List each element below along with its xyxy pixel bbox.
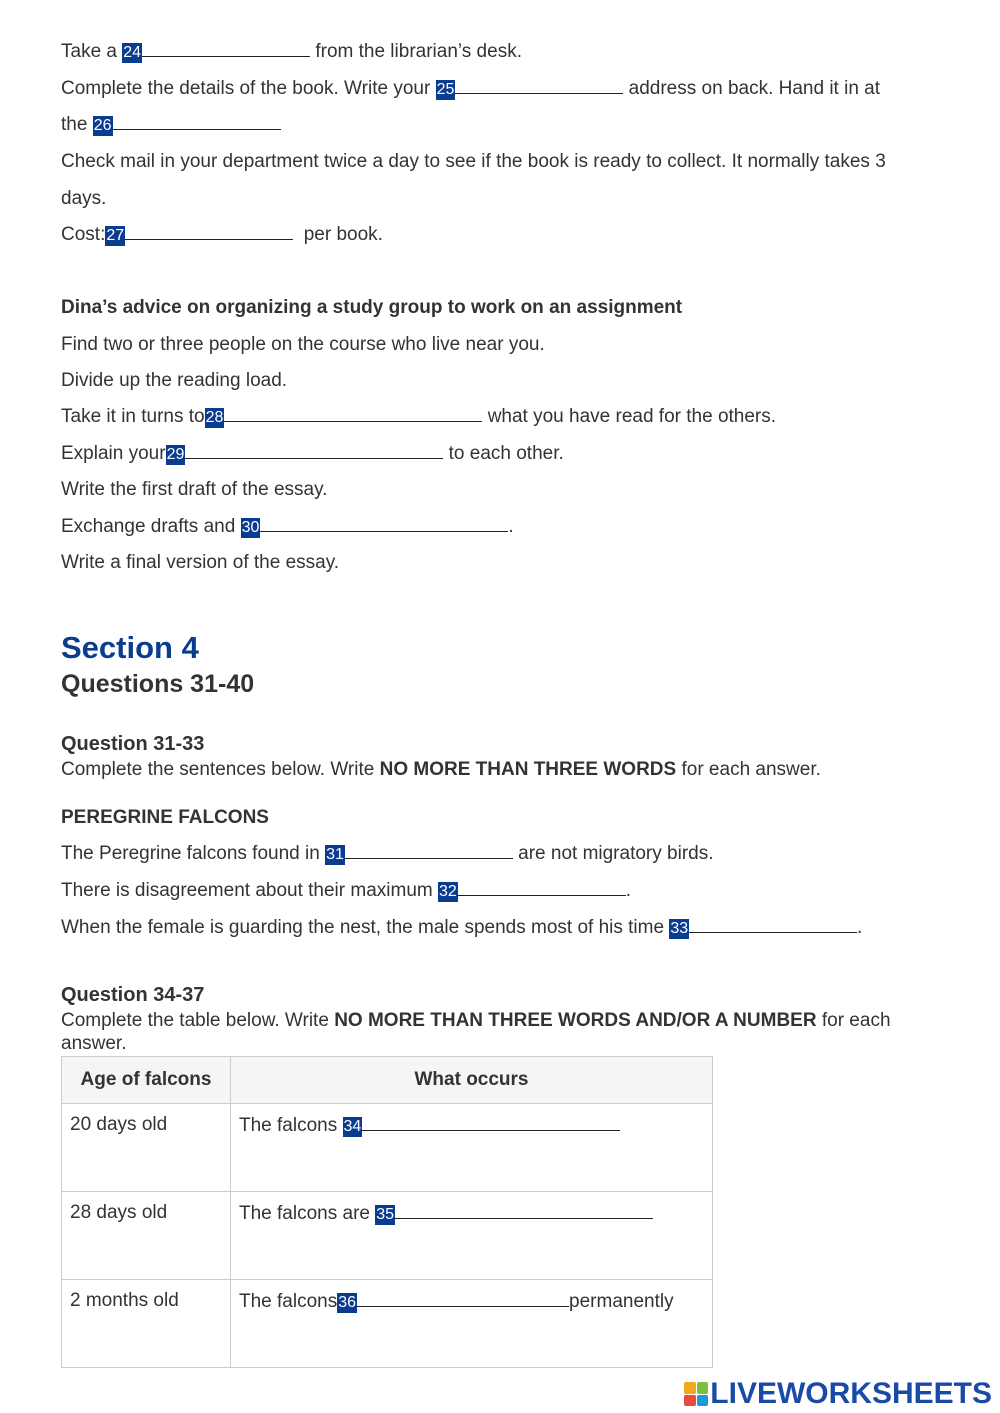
what-occurs-cell [231, 1280, 713, 1368]
table-row [62, 1104, 713, 1192]
answer-blank-28[interactable] [224, 405, 482, 422]
topic-heading: PEREGRINE FALCONS [61, 807, 269, 828]
sentence-text: to each other. [443, 443, 564, 464]
sentence-text: per book. [293, 224, 383, 245]
answer-blank-30[interactable] [260, 515, 508, 532]
questions-range-title: Questions 31-40 [61, 670, 255, 698]
sentence-text: the [61, 114, 93, 135]
what-occurs-cell [231, 1192, 713, 1280]
answer-blank-27[interactable] [125, 223, 293, 240]
sentence-29 [61, 442, 564, 466]
column-header-what-occurs: What occurs [231, 1057, 713, 1104]
answer-blank-34[interactable] [362, 1114, 620, 1131]
question-number-badge: 34 [343, 1118, 362, 1135]
sentence-text: Cost: [61, 224, 106, 245]
sentence-text: Take it in turns to [61, 406, 205, 427]
question-heading-34-37: Question 34-37 [61, 984, 205, 1006]
instruction-emphasis: NO MORE THAN THREE WORDS AND/OR A NUMBER [334, 1010, 817, 1031]
falcon-age-table [61, 1056, 713, 1368]
instructions [61, 1009, 891, 1033]
sentence-text: from the librarian’s desk. [310, 41, 522, 62]
sentence-text: The falcons [239, 1115, 343, 1136]
question-number-badge: 29 [166, 446, 185, 463]
instruction-text: answer. [61, 1033, 127, 1054]
sentence-text: When the female is guarding the nest, the male spends most of his time [61, 917, 670, 938]
question-number-badge: 24 [123, 44, 142, 61]
sentence-24 [61, 40, 522, 64]
question-number-badge: 32 [439, 883, 457, 900]
sentence-text: address on back. Hand it in at [623, 78, 881, 99]
age-cell: 2 months old [62, 1280, 231, 1368]
age-cell: 20 days old [62, 1104, 231, 1192]
instruction-text: for each answer. [676, 759, 821, 780]
sentence-text: . [508, 516, 514, 537]
answer-blank-36[interactable] [357, 1290, 569, 1307]
sentence-30 [61, 515, 514, 539]
liveworksheets-logo-icon [684, 1382, 708, 1406]
sentence-text: Explain your [61, 443, 166, 464]
answer-blank-35[interactable] [395, 1202, 653, 1219]
table-header-row [62, 1057, 713, 1104]
advice-line: Divide up the reading load. [61, 370, 288, 391]
question-number-badge: 30 [241, 519, 260, 536]
column-header-age: Age of falcons [62, 1057, 231, 1104]
question-number-badge: 33 [670, 920, 689, 937]
sentence-25 [61, 77, 880, 101]
logo-text: LIVEWORKSHEETS [710, 1377, 992, 1410]
question-number-badge: 25 [436, 81, 455, 98]
instructions [61, 758, 821, 782]
sentence-text: what you have read for the others. [482, 406, 777, 427]
sentence-text: days. [61, 188, 107, 209]
table-row [62, 1280, 713, 1368]
question-heading-31-33: Question 31-33 [61, 733, 205, 755]
answer-blank-29[interactable] [185, 442, 443, 459]
advice-line: Find two or three people on the course who live near you. [61, 334, 545, 355]
sentence-32 [61, 879, 631, 903]
sentence-text: The Peregrine falcons found in [61, 843, 326, 864]
question-number-badge: 31 [326, 846, 344, 863]
sentence-26 [61, 113, 281, 137]
advice-line: Write a final version of the essay. [61, 552, 340, 573]
sentence-text: Complete the details of the book. Write your [61, 78, 436, 99]
sentence-text: There is disagreement about their maximum [61, 880, 438, 901]
question-number-badge: 26 [93, 117, 112, 134]
sentence-27 [61, 223, 383, 247]
answer-blank-26[interactable] [113, 113, 281, 130]
sentence-text: permanently [569, 1291, 674, 1312]
instruction-text: Complete the sentences below. Write [61, 759, 380, 780]
question-number-badge: 36 [338, 1294, 357, 1311]
answer-blank-25[interactable] [455, 77, 623, 94]
sentence-31 [61, 842, 714, 866]
instruction-text: Complete the table below. Write [61, 1010, 335, 1031]
sentence-text: Exchange drafts and [61, 516, 241, 537]
instruction-emphasis: NO MORE THAN THREE WORDS [379, 759, 677, 780]
sentence-text: . [625, 880, 632, 901]
answer-blank-33[interactable] [689, 916, 857, 933]
question-number-badge: 28 [205, 409, 224, 426]
dina-advice-heading: Dina’s advice on organizing a study group to work on an assignment [61, 297, 683, 318]
sentence-text: Check mail in your department twice a day to see if the book is ready to collect. It normally takes 3 [61, 151, 886, 172]
age-cell: 28 days old [62, 1192, 231, 1280]
answer-blank-32[interactable] [458, 879, 626, 896]
sentence-text: . [857, 917, 863, 938]
answer-blank-24[interactable] [142, 40, 310, 57]
section-title: Section 4 [61, 630, 199, 665]
sentence-text: The falcons [239, 1291, 338, 1312]
question-number-badge: 35 [376, 1206, 395, 1223]
sentence-text: The falcons are [239, 1203, 376, 1224]
advice-line: Write the first draft of the essay. [61, 479, 328, 500]
answer-blank-31[interactable] [345, 842, 513, 859]
question-number-badge: 27 [106, 227, 125, 244]
sentence-text: are not migratory birds. [512, 843, 714, 864]
sentence-text: Take a [61, 41, 123, 62]
what-occurs-cell [231, 1104, 713, 1192]
instruction-text: for each [816, 1010, 891, 1031]
liveworksheets-logo [684, 1376, 992, 1412]
table-row [62, 1192, 713, 1280]
sentence-28 [61, 405, 776, 429]
sentence-33 [61, 916, 862, 940]
